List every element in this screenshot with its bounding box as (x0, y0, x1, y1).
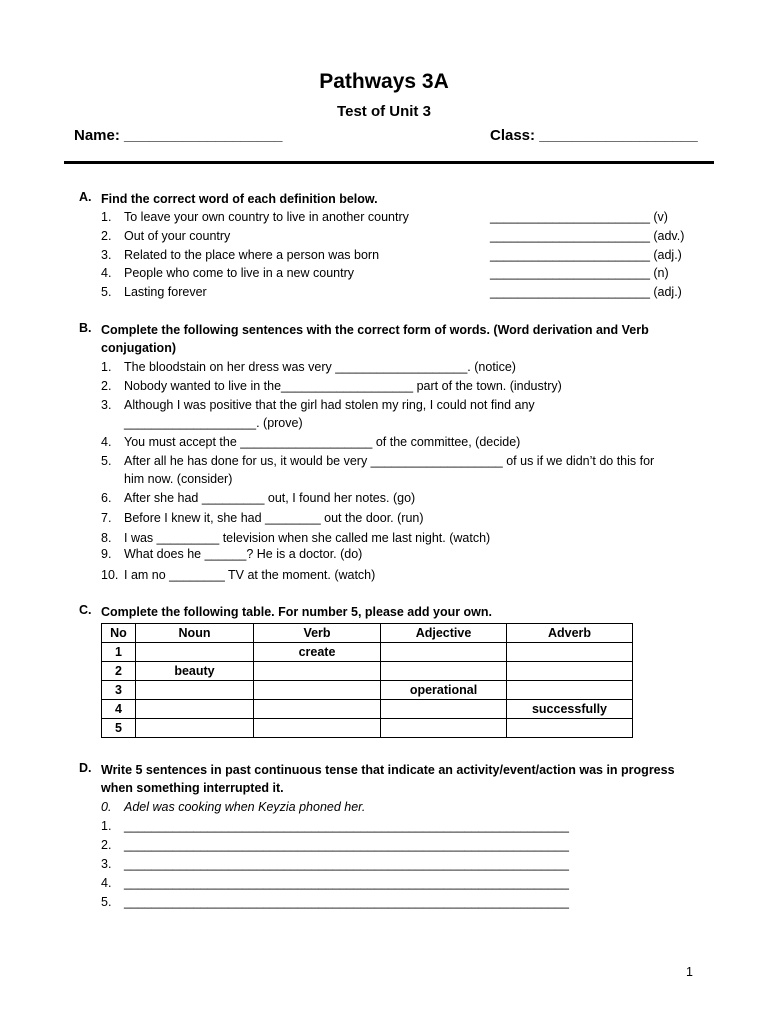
item-text: After all he has done for us, it would be very ___________________ of us if we didn’t do this for (124, 454, 655, 468)
list-item (0, 396, 768, 414)
table-cell: 1 (102, 643, 136, 662)
table-row (102, 700, 633, 719)
table-row (102, 681, 633, 700)
table-cell (136, 681, 254, 700)
table-cell: 3 (102, 681, 136, 700)
list-item (0, 283, 768, 301)
list-item (0, 855, 768, 873)
list-item (0, 208, 768, 226)
column-header: No (102, 624, 136, 643)
table-header-row (102, 624, 633, 643)
list-item-continuation (0, 414, 768, 432)
column-header: Verb (254, 624, 381, 643)
section-letter: D. (79, 761, 92, 775)
table-cell (507, 662, 633, 681)
item-number: 4. (101, 876, 112, 890)
section-heading: Write 5 sentences in past continuous tense that indicate an activity/event/action was in progress when something interrupted it. (101, 763, 675, 795)
item-number: 3. (101, 248, 112, 262)
header-divider (64, 161, 714, 164)
table-cell (254, 662, 381, 681)
table-cell: create (254, 643, 381, 662)
list-item (0, 509, 768, 527)
table-cell: 4 (102, 700, 136, 719)
item-number: 0. (101, 800, 112, 814)
table-cell: successfully (507, 700, 633, 719)
section-letter: A. (79, 190, 92, 204)
answer-blank: _______________________ (adj.) (490, 248, 682, 262)
list-item (0, 358, 768, 376)
item-text: Out of your country (124, 229, 231, 243)
item-text: I was _________ television when she called me last night. (watch) (124, 531, 491, 545)
answer-line: ________________________________________________________________ (124, 876, 569, 890)
table-cell (136, 719, 254, 738)
column-header: Adjective (381, 624, 507, 643)
item-text-continued: him now. (consider) (124, 472, 233, 486)
list-item-continuation (0, 470, 768, 488)
table-cell: operational (381, 681, 507, 700)
table-cell: beauty (136, 662, 254, 681)
answer-blank: _______________________ (n) (490, 266, 669, 280)
item-text: To leave your own country to live in another country (124, 210, 409, 224)
table-row (102, 719, 633, 738)
table-cell (381, 719, 507, 738)
word-forms-table (101, 623, 633, 738)
item-number: 2. (101, 229, 112, 243)
item-number: 10. (101, 568, 119, 582)
item-number: 1. (101, 360, 112, 374)
item-number: 5. (101, 454, 112, 468)
class-field: Class: ___________________ (490, 127, 698, 144)
item-number: 8. (101, 531, 112, 545)
item-number: 2. (101, 379, 112, 393)
table-row (102, 643, 633, 662)
example-text: Adel was cooking when Keyzia phoned her. (124, 800, 366, 814)
table-cell (136, 700, 254, 719)
item-number: 3. (101, 857, 112, 871)
item-number: 1. (101, 819, 112, 833)
table-cell (254, 719, 381, 738)
name-field: Name: ___________________ (74, 127, 283, 144)
page-number: 1 (686, 965, 693, 979)
item-text: Nobody wanted to live in the___________________ part of the town. (industry) (124, 379, 562, 393)
item-text: What does he ______? He is a doctor. (do) (124, 547, 363, 561)
item-number: 3. (101, 398, 112, 412)
answer-line: ________________________________________________________________ (124, 857, 569, 871)
table-cell (381, 700, 507, 719)
list-item (0, 874, 768, 892)
answer-line: ________________________________________________________________ (124, 895, 569, 909)
list-item (0, 227, 768, 245)
item-text: Before I knew it, she had ________ out the door. (run) (124, 511, 424, 525)
table-cell (507, 681, 633, 700)
table-cell (507, 719, 633, 738)
item-number: 1. (101, 210, 112, 224)
item-number: 5. (101, 285, 112, 299)
list-item (0, 893, 768, 911)
item-number: 5. (101, 895, 112, 909)
item-number: 6. (101, 491, 112, 505)
item-text: Related to the place where a person was born (124, 248, 380, 262)
section-heading: Complete the following table. For number 5, please add your own. (101, 605, 493, 619)
item-text: Although I was positive that the girl had stolen my ring, I could not find any (124, 398, 535, 412)
table-cell (381, 662, 507, 681)
example-item (0, 798, 768, 816)
table-cell (507, 643, 633, 662)
table-row (102, 662, 633, 681)
item-text: Lasting forever (124, 285, 207, 299)
list-item (0, 817, 768, 835)
item-number: 2. (101, 838, 112, 852)
answer-line: ________________________________________________________________ (124, 838, 569, 852)
column-header: Adverb (507, 624, 633, 643)
list-item (0, 489, 768, 507)
item-number: 4. (101, 435, 112, 449)
table-cell (381, 643, 507, 662)
table-cell (254, 681, 381, 700)
answer-blank: _______________________ (v) (490, 210, 668, 224)
table-cell: 5 (102, 719, 136, 738)
item-number: 9. (101, 547, 112, 561)
table-cell: 2 (102, 662, 136, 681)
list-item (0, 377, 768, 395)
page-subtitle: Test of Unit 3 (337, 103, 431, 120)
item-text-continued: ___________________. (prove) (124, 416, 303, 430)
item-text: After she had _________ out, I found her notes. (go) (124, 491, 416, 505)
list-item (0, 264, 768, 282)
section-letter: C. (79, 603, 92, 617)
list-item (0, 836, 768, 854)
item-text: You must accept the ___________________ of the committee, (decide) (124, 435, 521, 449)
item-text: People who come to live in a new country (124, 266, 354, 280)
item-number: 4. (101, 266, 112, 280)
item-text: The bloodstain on her dress was very ___________________. (notice) (124, 360, 516, 374)
column-header: Noun (136, 624, 254, 643)
answer-line: ________________________________________________________________ (124, 819, 569, 833)
table-cell (254, 700, 381, 719)
section-heading: Complete the following sentences with the correct form of words. (Word derivation and Verb conjugation) (101, 323, 649, 355)
list-item (0, 246, 768, 264)
list-item (0, 545, 768, 563)
answer-blank: _______________________ (adv.) (490, 229, 685, 243)
item-number: 7. (101, 511, 112, 525)
answer-blank: _______________________ (adj.) (490, 285, 682, 299)
list-item (0, 433, 768, 451)
list-item (0, 566, 768, 584)
section-letter: B. (79, 321, 92, 335)
section-heading: Find the correct word of each definition below. (101, 192, 378, 206)
table-cell (136, 643, 254, 662)
page-title: Pathways 3A (319, 70, 449, 93)
list-item (0, 452, 768, 470)
item-text: I am no ________ TV at the moment. (watch) (124, 568, 376, 582)
